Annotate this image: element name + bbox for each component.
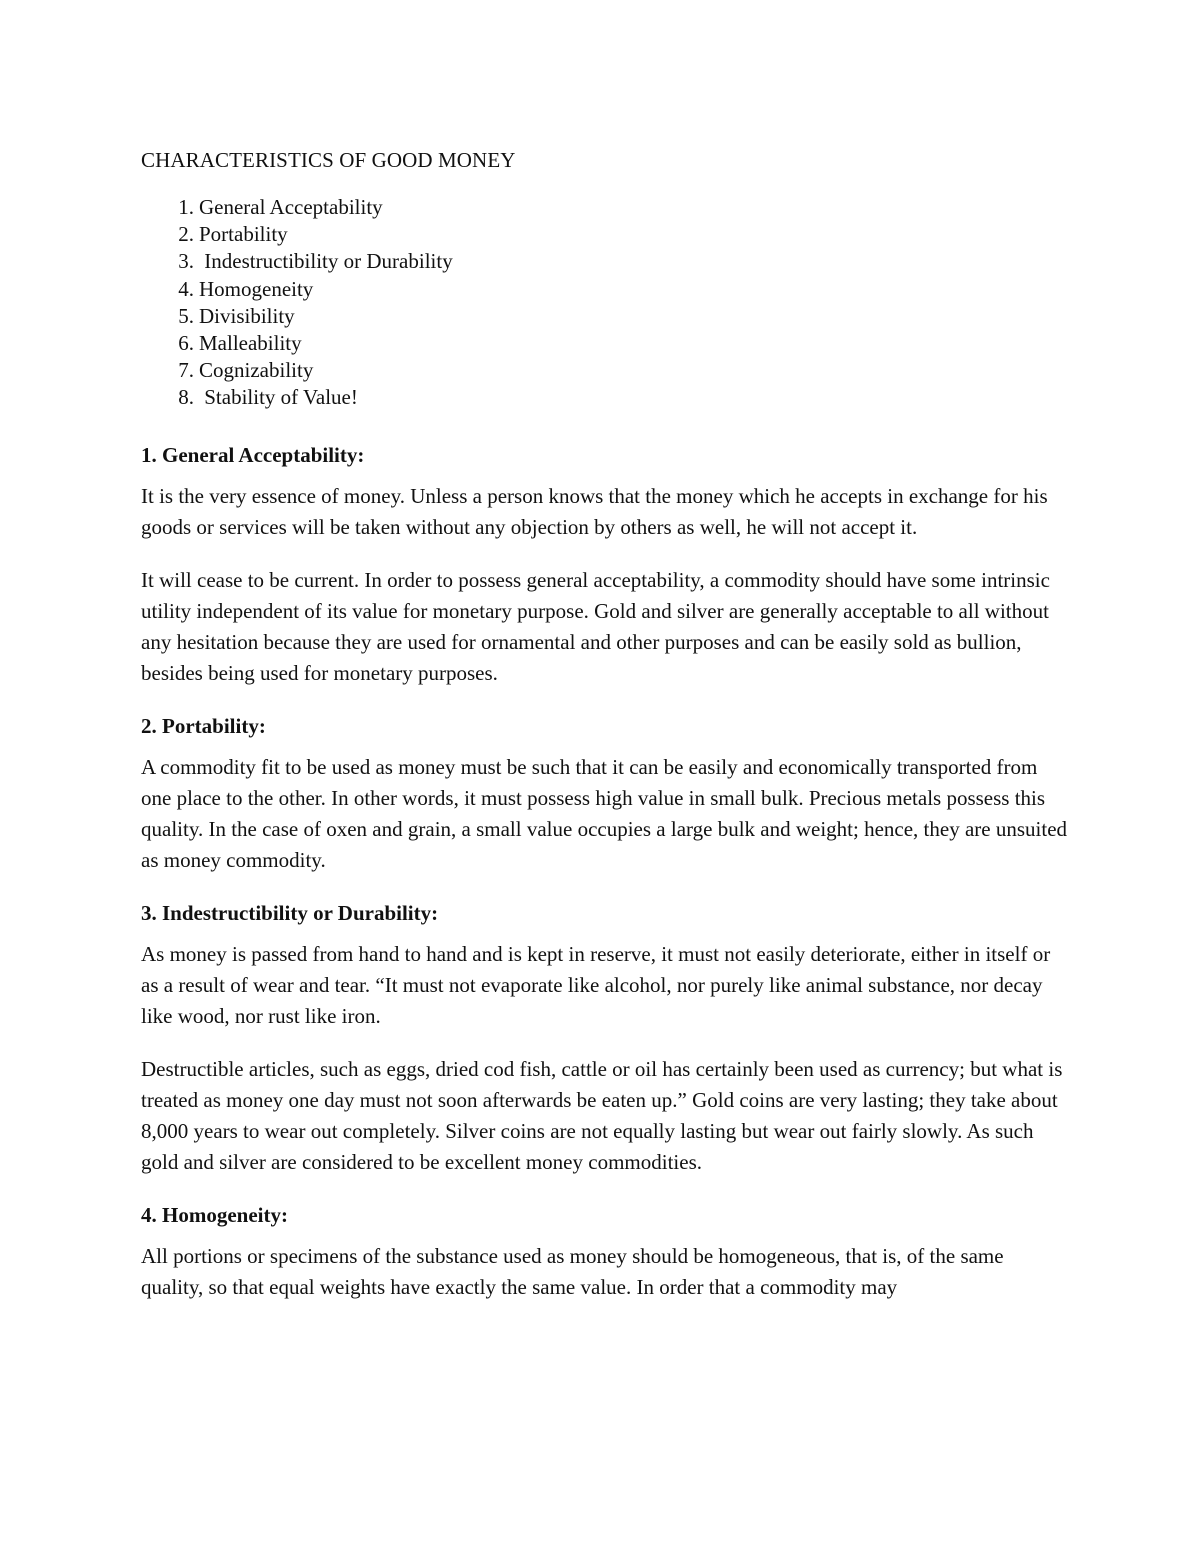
section-general-acceptability [141, 441, 1070, 689]
list-item-label: Portability [199, 222, 288, 247]
list-item-label: Stability of Value! [199, 385, 358, 410]
list-item-label: Homogeneity [199, 276, 314, 301]
list-item-label: Cognizability [199, 358, 314, 383]
section-portability [141, 712, 1070, 876]
list-item [141, 221, 1070, 248]
section-homogeneity [141, 1201, 1070, 1303]
list-item-label: Indestructibility or Durability [199, 249, 453, 274]
section-paragraph: Destructible articles, such as eggs, dried cod fish, cattle or oil has certainly been used as currency; but what is treated as money one day must not soon afterwards be eaten up.” Gold coins are very lasting; they take about 8,000 years to wear out completely. Silver coins are not equally lasting but wear out fairly slowly. As such gold and silver are considered to be excellent money commodities. [141, 1057, 1063, 1175]
section-heading: 1. General Acceptability: [141, 442, 365, 467]
list-item-number: 1. [178, 195, 194, 219]
document-title: CHARACTERISTICS OF GOOD MONEY [141, 148, 516, 172]
list-item-number: 7. [178, 358, 194, 383]
list-item-label: Divisibility [199, 303, 295, 328]
list-item-label: General Acceptability [199, 195, 383, 219]
section-durability [141, 899, 1070, 1178]
list-item-number: 3. [178, 249, 194, 274]
section-paragraph: It is the very essence of money. Unless a person knows that the money which he accepts in exchange for his goods or services will be taken without any objection by others as well, he will not accept it. [141, 483, 1048, 539]
list-item [141, 303, 1070, 330]
section-paragraph: It will cease to be current. In order to possess general acceptability, a commodity should have some intrinsic utility independent of its value for monetary purpose. Gold and silver are generally acceptable to all without any hesitation because they are used for ornamental and other purposes and can be easily sold as bullion, besides being used for monetary purposes. [141, 568, 1050, 686]
section-heading: 4. Homogeneity: [141, 1203, 288, 1228]
list-item-number: 4. [178, 276, 194, 301]
section-heading: 3. Indestructibility or Durability: [141, 900, 439, 925]
list-item-number: 2. [178, 222, 194, 247]
section-heading: 2. Portability: [141, 714, 266, 739]
section-paragraph: As money is passed from hand to hand and is kept in reserve, it must not easily deteriorate, either in itself or as a result of wear and tear. “It must not evaporate like alcohol, nor purely like animal substance, nor decay like wood, nor rust like iron. [141, 941, 1051, 1028]
list-item [141, 194, 1070, 221]
list-item [141, 384, 1070, 411]
list-item-number: 5. [178, 303, 194, 328]
list-item [141, 276, 1070, 303]
characteristics-list [141, 194, 1070, 412]
section-paragraph: All portions or specimens of the substance used as money should be homogeneous, that is, of the same quality, so that equal weights have exactly the same value. In order that a commodity may [141, 1244, 1004, 1299]
section-paragraph: A commodity fit to be used as money must be such that it can be easily and economically transported from one place to the other. In other words, it must possess high value in small bulk. Precious metals possess this quality. In the case of oxen and grain, a small value occupies a large bulk and weight; hence, they are unsuited as money commodity. [141, 755, 1068, 872]
list-item [141, 248, 1070, 275]
list-item [141, 330, 1070, 357]
list-item-label: Malleability [199, 331, 302, 356]
list-item-number: 6. [178, 331, 194, 356]
list-item-number: 8. [178, 385, 194, 410]
list-item [141, 357, 1070, 384]
